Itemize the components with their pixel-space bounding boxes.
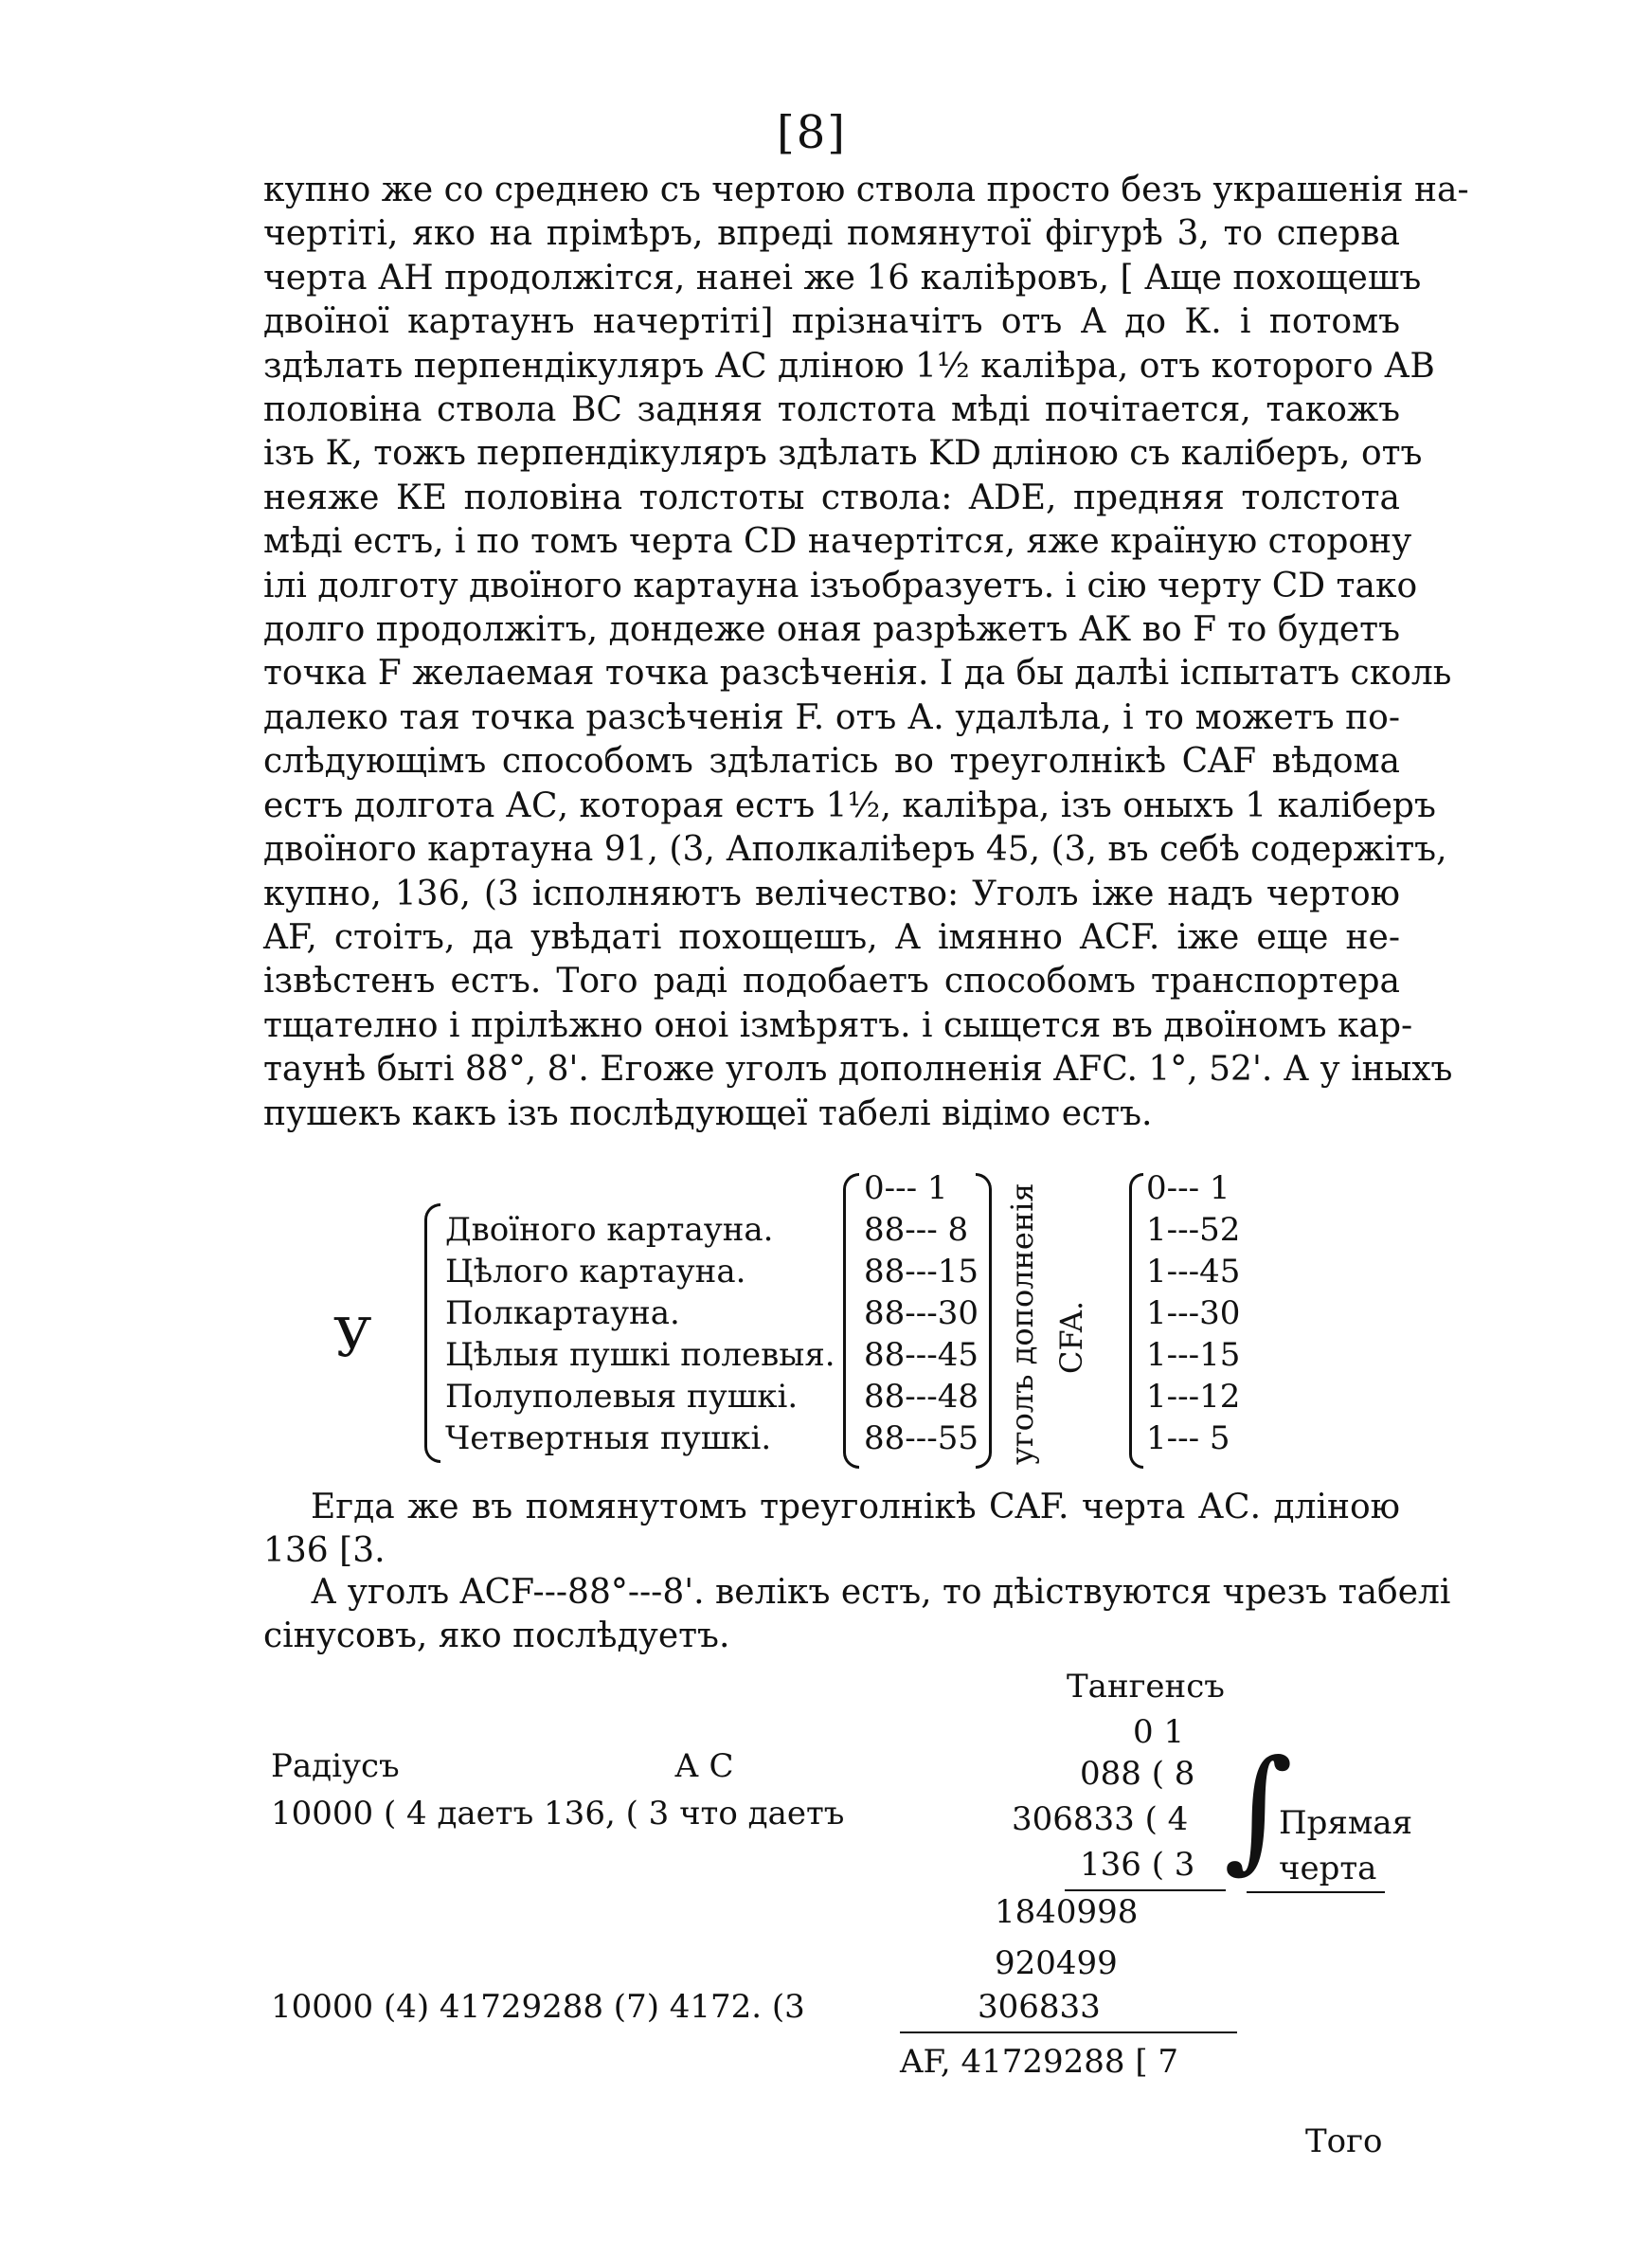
tangent-label: Тангенсъ (1067, 1668, 1225, 1706)
text-line: купно же со среднею съ чертою ствола просто безъ украшенія на- (263, 171, 1469, 209)
table-row-angle: 88--- 8 (864, 1211, 969, 1249)
bottom-left-calculation: 10000 (4) 41729288 (7) 4172. (3 (271, 1988, 805, 2026)
table-head-complement: 0--- 1 (1146, 1169, 1230, 1207)
value-088: 088 ( 8 (1080, 1755, 1195, 1793)
text-line: тщателно і прілѣжно оноі ізмѣрятъ. і сыщется въ двоїномъ кар- (263, 1005, 1413, 1045)
vertical-label-cfa: CFA. (1053, 1300, 1089, 1374)
text-line: слѣдующімъ способомъ здѣлатісь во треуголнікѣ CAF вѣдома (263, 742, 1400, 782)
table-head-angle: 0--- 1 (864, 1169, 948, 1207)
text-line: черта АН продолжітся, нанеі же 16 каліѣровъ, [ Аще похощешъ (263, 258, 1422, 298)
text-line: здѣлать перпендікуляръ АС дліною 1½ каліѣра, отъ которого АВ (263, 346, 1435, 386)
table-row-complement: 1---30 (1146, 1294, 1241, 1332)
curly-brace-icon: ∫ (1224, 1732, 1293, 1887)
table-row-name: Цѣлыя пушкі полевыя. (445, 1336, 835, 1374)
paragraph-1 (263, 169, 1469, 1136)
product-2: 920499 (995, 1944, 1118, 1982)
product-3: 306833 (978, 1988, 1101, 2026)
ac-label: А С (674, 1747, 734, 1785)
radius-label: Радіусъ (271, 1747, 400, 1785)
angle-brace-left (843, 1173, 859, 1469)
text-line: купно, 136, (3 ісполняютъ велічество: Уголъ іже надъ чертою (263, 874, 1400, 913)
table-letter: У (333, 1308, 372, 1369)
text-line: ізъ К, тожъ перпендікуляръ здѣлать KD дліною съ каліберъ, отъ (263, 434, 1423, 474)
complement-brace (1129, 1173, 1143, 1469)
value-306833: 306833 ( 4 (1012, 1800, 1189, 1838)
underline-136 (1065, 1889, 1226, 1891)
text-line: сінусовъ, яко послѣдуетъ. (263, 1616, 730, 1656)
text-line: естъ долгота АС, которая естъ 1½, каліѣра, ізъ оныхъ 1 каліберъ (263, 785, 1436, 825)
line-label: черта (1279, 1850, 1377, 1887)
text-line: мѣді естъ, і по томъ черта CD начертітся, яже країную сторону (263, 522, 1412, 562)
table-row-complement: 1---45 (1146, 1253, 1241, 1291)
table-row-angle: 88---55 (864, 1419, 979, 1457)
text-line: ілі долготу двоїного картауна ізъобразуетъ. і сію черту CD тако (263, 566, 1418, 605)
table-row-name: Полкартауна. (445, 1294, 680, 1332)
left-brace (424, 1203, 440, 1463)
table-row-angle: 88---48 (864, 1378, 979, 1416)
text-line: двоїної картаунъ начертіті] прізначітъ отъ А до К. і потомъ (263, 302, 1400, 342)
underline-straight (1247, 1891, 1385, 1893)
text-line: пушекъ какъ ізъ послѣдующеї табелі відімо естъ. (263, 1093, 1153, 1133)
text-line: А уголъ ACF---88°---8'. велікъ естъ, то дѣіствуются чрезъ табелі (311, 1573, 1451, 1612)
text-line: неяже КЕ половіна толстоты ствола: ADE, предняя толстота (263, 478, 1400, 517)
vertical-label-complement: уголъ дополненія (1004, 1183, 1040, 1465)
text-line: двоїного картауна 91, (3, Аполкаліѣеръ 45, (3, въ себѣ содержітъ, (263, 830, 1447, 870)
text-line: чертіті, яко на прімѣръ, впреді помянутої фігурѣ 3, то сперва (263, 214, 1400, 254)
table-row-name: Двоїного картауна. (445, 1211, 774, 1249)
table-row-angle: 88---45 (864, 1336, 979, 1374)
text-line: половіна ствола ВС задняя толстота мѣді почітается, такожъ (263, 390, 1400, 430)
paragraph-2 (263, 1486, 1400, 1574)
text-line: Егда же въ помянутомъ треуголнікѣ CAF. черта АС. дліною (311, 1488, 1400, 1526)
text-line: точка F желаемая точка разсѣченія. І да бы далѣі іспытатъ сколь (263, 654, 1452, 694)
table-row-complement: 1---15 (1146, 1336, 1241, 1374)
text-line: долго продолжітъ, дондеже оная разрѣжетъ АК во F то будетъ (263, 610, 1400, 650)
catchword: Того (1305, 2122, 1383, 2160)
table-row-angle: 88---15 (864, 1253, 979, 1291)
paragraph-3 (263, 1571, 1451, 1659)
text-line: таунѣ быті 88°, 8'. Егоже уголъ дополненія AFC. 1°, 52'. А у іныхъ (263, 1050, 1453, 1090)
text-line: далеко тая точка разсѣченія F. отъ А. удалѣла, і то можетъ по- (263, 697, 1400, 737)
table-row-complement: 1--- 5 (1146, 1419, 1230, 1457)
text-line: AF, стоітъ, да увѣдаті похощешъ, А імянно ACF. іже еще не- (263, 917, 1400, 957)
result-rule (900, 2031, 1237, 2033)
straight-label: Прямая (1279, 1804, 1413, 1842)
table-row-complement: 1---12 (1146, 1378, 1241, 1416)
result-value: AF, 41729288 [ 7 (900, 2043, 1179, 2081)
table-row-complement: 1---52 (1146, 1211, 1241, 1249)
table-row-name: Цѣлого картауна. (445, 1253, 746, 1291)
text-line: 136 [3. (263, 1531, 386, 1571)
page-number: [8] (777, 106, 847, 159)
table-row-name: Четвертныя пушкі. (445, 1419, 772, 1457)
product-1: 1840998 (995, 1893, 1139, 1931)
table-row-name: Полуполевыя пушкі. (445, 1378, 799, 1416)
degree-header: 0 1 (1133, 1713, 1185, 1751)
value-136: 136 ( 3 (1080, 1846, 1195, 1884)
text-line: ізвѣстенъ естъ. Того раді подобаетъ способомъ транспортера (263, 962, 1400, 1002)
main-line-left: 10000 ( 4 даетъ 136, ( 3 что даетъ (271, 1795, 845, 1833)
table-row-angle: 88---30 (864, 1294, 979, 1332)
